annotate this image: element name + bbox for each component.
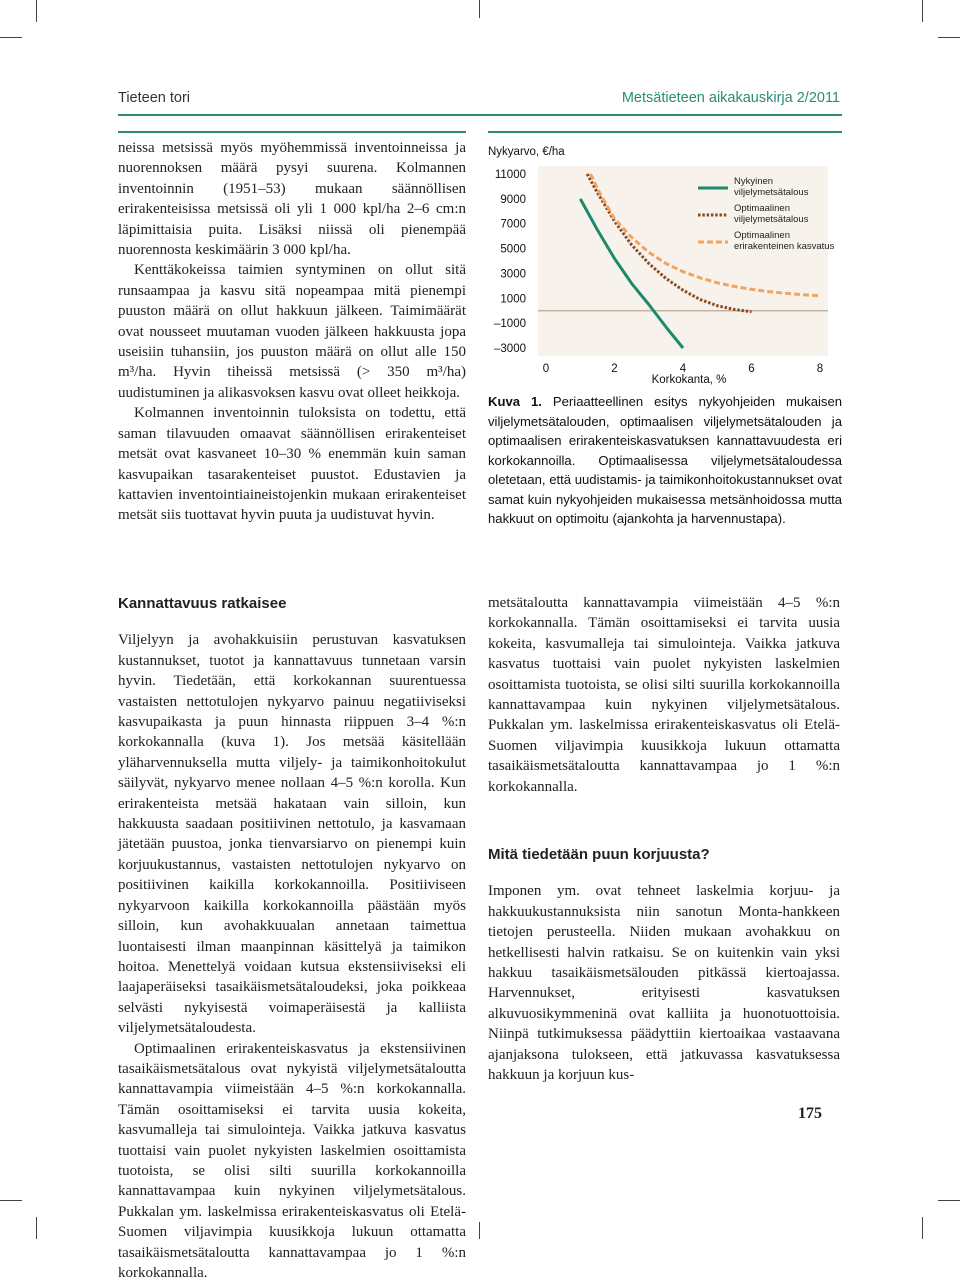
running-header-journal: Metsätieteen aikakauskirja 2/2011 xyxy=(621,90,840,106)
caption-label: Kuva 1. xyxy=(488,394,542,409)
paragraph: Imponen ym. ovat tehneet laskelmia korjuu- ja hakkuukustannuksista niin sanotun Monta-hankkeen tietojen perusteella. Niiden mukaan avohakkuu on hetkellisesti halvin ratkaisu. Se on kuitenkin vain yksi hakkuu tasaikäismetsälouden pitkässä kiertoajassa. Harvennukset, erityisesti kasvatuksen alkuvuosikymmeninä ovat kalliita ja huonotuottoisia. Niinpä tutkimuksessa päädyttiin kiertoaikaa vastaavana ajanjaksona tulokseen, että jatkuvassa kasvatuksessa hakkuun ja korjuun kus- xyxy=(488,883,840,1084)
text-flow-continued xyxy=(488,593,840,797)
crop-mark xyxy=(479,1222,480,1239)
x-tick-label: 2 xyxy=(611,363,618,375)
left-column-top xyxy=(118,138,466,526)
paragraph-continued: metsätaloutta kannattavampia viimeistään 4–5 %:n korkokannalla. Tämän osoittamiseksi ei tarvita uusia kokeita, kasvumalleja tai simulointeja. Vaikka jatkuva kasvatus tuottaisi vain puolet nykyisten laskelmien osoittamista tuotoista, se olisi silti suurilla korkokannoilla kannattavampaa kuin nykyinen viljelymetsätalous. Pukkalan ym. laskelmissa erirakenteiskasvatus oli Etelä-Suomen viljavimpia kuusikkoja lukuun ottamatta tasaikäismetsätaloutta kannattavampaa jo 1 %:n korkokannalla. xyxy=(488,595,840,795)
page-number: 175 xyxy=(798,1105,822,1122)
y-tick-label: 9000 xyxy=(500,193,526,206)
y-tick-label: 1000 xyxy=(500,293,526,306)
y-tick-label: 7000 xyxy=(500,218,526,231)
right-column-bottom xyxy=(488,593,840,1085)
figure-1-chart xyxy=(484,140,844,390)
y-tick-label: 3000 xyxy=(500,268,526,281)
crop-mark xyxy=(922,1217,923,1239)
paragraph: Optimaalinen erirakenteiskasvatus ja ekstensiivinen tasaikäismetsätalous ovat nykyistä viljelymetsätaloutta kannattavampia viimeistään 4–5 %:n korkokannalla. Tämän osoittamiseksi ei tarvita uusia kokeita, kasvumalleja tai simulointeja. Vaikka jatkuva kasvatus tuottaisi vain puolet nykyisten laskelmien osoittamista tuotoista, se olisi silti suurilla korkokannoilla kannattavampaa kuin nykyinen viljelymetsätalous. Pukkalan ym. laskelmissa erirakenteiskasvatus oli Etelä-Suomen viljavimpia kuusikkoja lukuun ottamatta tasaikäismetsätaloutta kannattavampaa jo 1 %:n korkokannalla. xyxy=(118,1040,466,1281)
y-tick-label: –3000 xyxy=(494,343,526,355)
crop-mark xyxy=(922,0,923,22)
x-tick-label: 6 xyxy=(748,363,755,375)
section-heading: Mitä tiedetään puun korjuusta? xyxy=(488,846,710,863)
crop-mark xyxy=(36,1217,37,1239)
crop-mark xyxy=(938,1200,960,1201)
section-heading: Kannattavuus ratkaisee xyxy=(118,595,287,612)
figure-caption xyxy=(488,392,842,529)
paragraph: Kenttäkokeissa taimien syntyminen on ollut sitä runsaampaa ja kasvu sitä nopeampaa mitä pienempi puuston määrä on ollut hakkuun jälkeen. Taimimäärät ovat nousseet muutaman vuoden jälkeen hakkuusta jopa useisiin tuhansiin, jos puuston määrä on ollut alle 150 m³/ha. Hyvin tiheissä metsissä (> 350 m³/ha) uudistuminen ja alikasvoksen kasvu ovat olleet heikkoja. xyxy=(118,262,466,401)
text-flow xyxy=(118,630,466,1281)
legend-label-1: Nykyinen viljelymetsätalous xyxy=(734,176,809,198)
crop-mark xyxy=(479,0,480,18)
legend-label-3: Optimaalinen erirakenteinen kasvatus xyxy=(734,230,835,252)
y-tick-label: 5000 xyxy=(500,243,526,256)
column-top-rule xyxy=(488,131,842,133)
crop-mark xyxy=(938,37,960,38)
header-rule xyxy=(118,114,842,116)
x-tick-label: 4 xyxy=(679,363,687,375)
x-tick-label: 0 xyxy=(542,363,550,375)
left-column-bottom xyxy=(118,594,466,1281)
paragraph: neissa metsissä myös myöhemmissä inventoinneissa ja nuorennoksen määrä pysyi suurena. Kolmannen inventoinnin (1951–53) mukaan säännöllisen erirakenteisissa metsissä oli yli 1 000 kpl/ha 2–6 cm:n läpimittaisia puita. Lisäksi niissä oli pienempää nuorennosta keskimäärin 3 000 kpl/ha. xyxy=(118,140,466,259)
crop-mark xyxy=(36,0,37,22)
y-tick-label: –1000 xyxy=(494,318,526,331)
crop-mark xyxy=(0,1200,22,1201)
x-axis-label: Korkokanta, % xyxy=(651,374,727,386)
paragraph: Kolmannen inventoinnin tuloksista on todettu, että saman tilavuuden omaavat säännöllisen erirakenteiset metsät ovat kasvaneet 10–30 % enemmän kuin saman kasvupaikan tasarakenteiset puustot. Edustavien ja kattavien inventointiaineistojenkin mukaan erirakenteiset metsät siis tuottavat hyvin puuta ja uudistuvat hyvin. xyxy=(118,405,466,524)
y-axis-label: Nykyarvo, €/ha xyxy=(488,146,565,158)
y-tick-label: 11000 xyxy=(494,169,526,181)
crop-mark xyxy=(0,37,22,38)
running-header-section: Tieteen tori xyxy=(118,90,190,106)
paragraph: Viljelyyn ja avohakkuisiin perustuvan kasvatuksen kustannukset, tuotot ja kannattavuus tunnetaan varsin hyvin. Tiedetään, että korkokannan suurentuessa vastaisten nettotulojen nykyarvo painuu negatiiviseksi kasvupaikasta ja puun hinnasta riippuen 3–4 %:n korkokannalla (kuva 1). Jos metsää käsitellään yläharvennuksella mutta viljely- ja taimikonhoitokulut säilyvät, nykyarvo menee nollaan 4–5 %:n korolla. Kun erirakenteista metsää hakataan vain silloin, kun hakkuusta saadaan positiivinen nettotulo, ja kasvamaan jätetään puustoa, jonka tienvarsiarvo on pienempi kuin korjuukustannus, vastaisten nettotulojen nykyarvo on positiivinen kaikilla korkokannoilla. Positiiviseen nykyarvoon kaikilla korkokannoilla päästään myös silloin, kun avohakkuualan annetaan taimettua luontaisesti ilman maanpinnan käsittelyä ja taimikon hoitoa. Menettelyä voidaan kutsua ekstensiiviseksi eli laajaperäiseksi tasaikäismetsätaloudeksi, joka poikkeaa selvästi nykyisestä voimaperäisestä ja kalliista viljelymetsätaloudesta. xyxy=(118,632,466,1037)
legend-label-2: Optimaalinen viljelymetsätalous xyxy=(734,203,809,225)
column-top-rule xyxy=(118,131,466,133)
caption-text: Periaatteellinen esitys nykyohjeiden mukaisen viljelymetsätalouden, optimaalisen viljelymetsätalouden ja optimaalisen erirakenteiskasvatuksen kannattavuudesta eri korkokannoilla. Optimaalisessa viljelymetsätaloudessa oletetaan, että uudistamis- ja taimikonhoitokustannukset ovat samat kuin nykyohjeiden mukaisessa metsänhoidossa mutta hakkuut on optimoitu (ajankohta ja harvennustapa). xyxy=(488,394,843,526)
x-tick-label: 8 xyxy=(816,363,824,375)
